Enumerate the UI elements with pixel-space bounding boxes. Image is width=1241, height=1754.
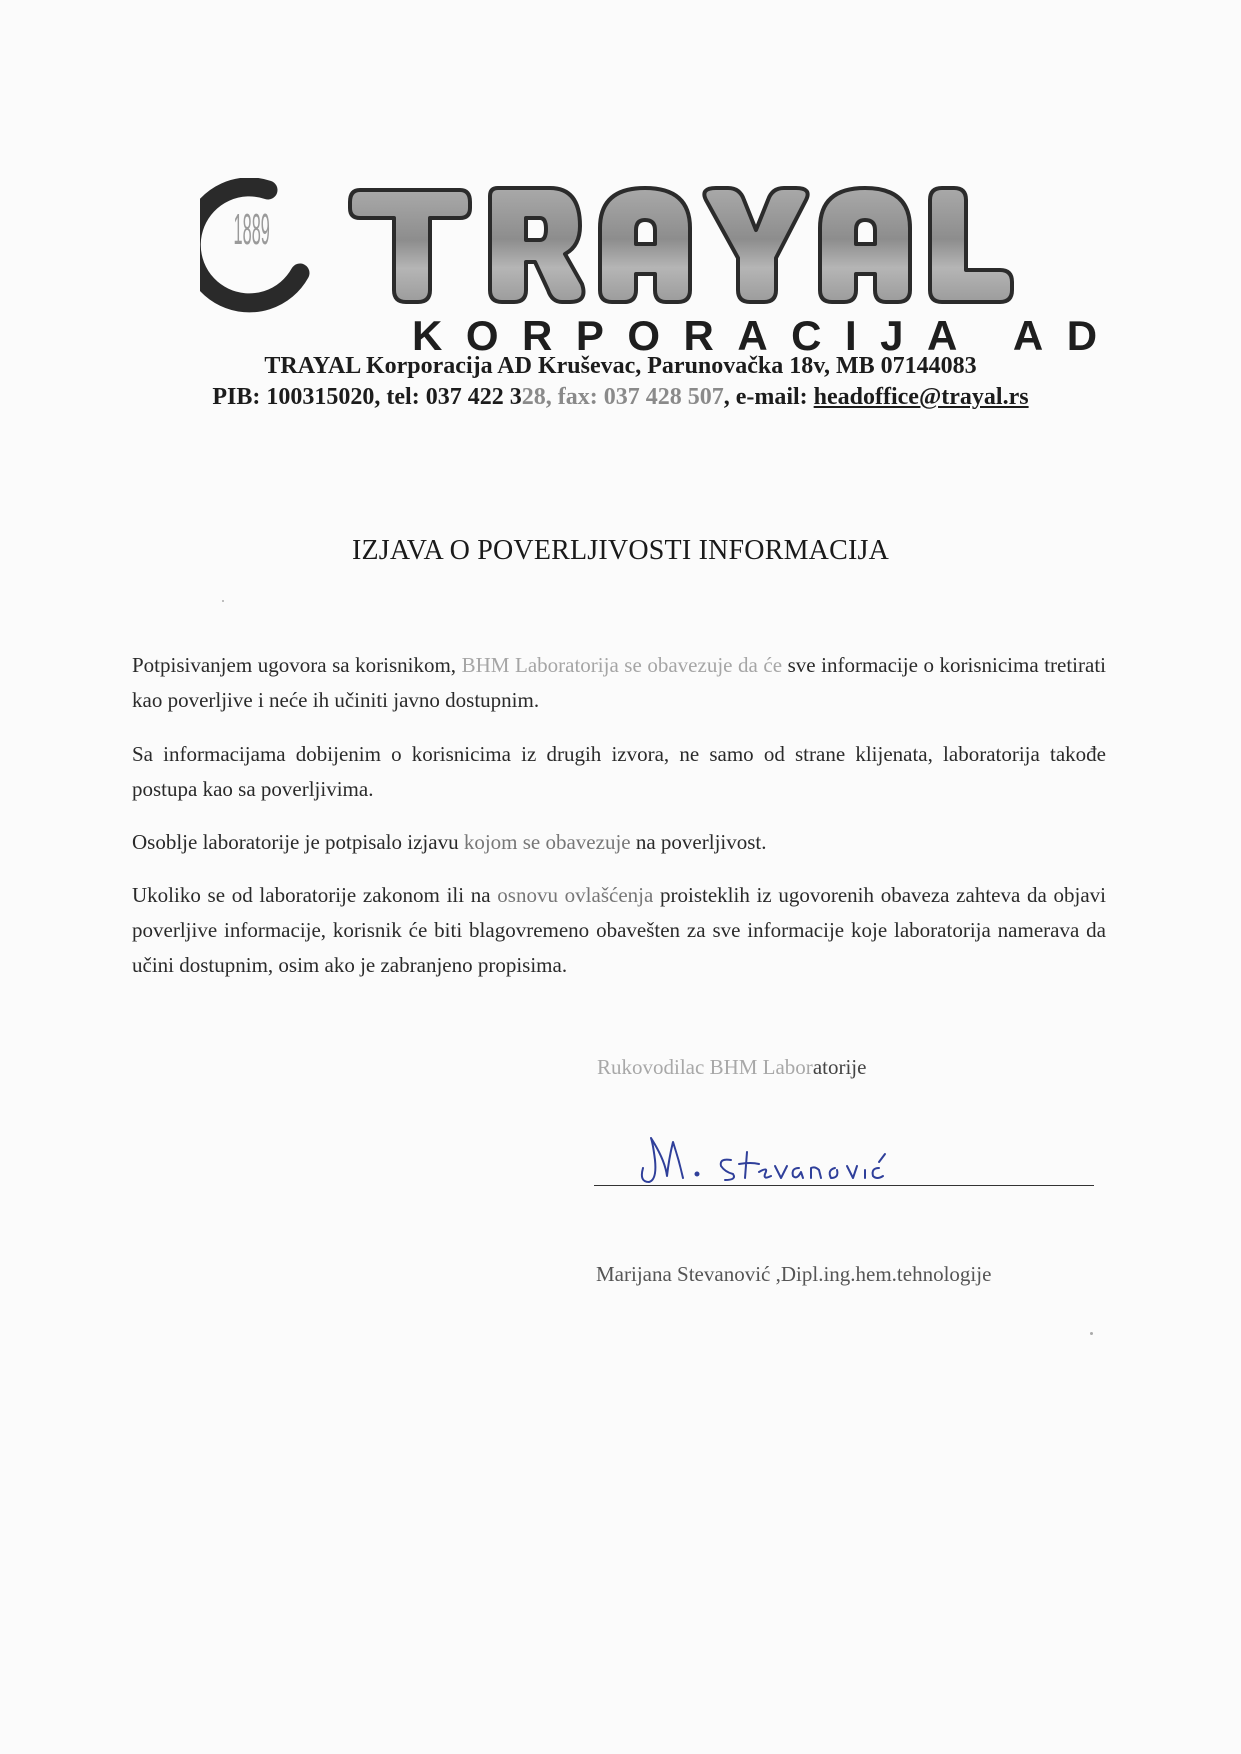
- letter-a1: [600, 188, 690, 302]
- contact-email-link[interactable]: headoffice@trayal.rs: [813, 384, 1029, 410]
- logo-subtitle: KORPORACIJA AD: [412, 312, 1121, 359]
- signatory-role: [597, 1055, 866, 1080]
- company-address: TRAYAL Korporacija AD Kruševac, Parunovačka 18v, MB 07144083: [264, 353, 977, 379]
- company-logo: [200, 178, 1040, 313]
- contact-pib-tel: PIB: 100315020, tel: 037 422 3: [212, 384, 522, 410]
- role-faint: Rukovodilac BHM Labor: [597, 1055, 813, 1079]
- logo-brand-letters: [350, 188, 1012, 302]
- contact-fax: 28, fax: 037 428 507: [521, 384, 724, 410]
- paragraph-1: [132, 648, 1106, 718]
- paragraph-3: [132, 825, 1106, 860]
- contact-email-label: , e-mail:: [723, 384, 814, 410]
- p4-text-a: Ukoliko se od laboratorije zakonom ili na: [132, 883, 498, 907]
- p3-text-a: Osoblje laboratorije je potpisalo izjavu: [132, 830, 464, 854]
- letter-t: [350, 190, 470, 302]
- p3-text-b: kojom se obavezuje: [463, 830, 631, 854]
- p1-text-a: Potpisivanjem ugovora sa korisnikom,: [132, 653, 462, 677]
- letter-r: [490, 188, 584, 302]
- letter-l: [930, 188, 1012, 302]
- p3-text-c: na poverljivost.: [630, 830, 767, 854]
- signer-name: Marijana Stevanović ,Dipl.ing.hem.tehnologije: [596, 1262, 992, 1286]
- p1-text-c: sve informacije o korisnicima tretirati kao poverljive i neće ih učiniti javno dostupnim.: [132, 653, 1106, 712]
- p4-text-b: osnovu ovlašćenja: [497, 883, 654, 907]
- paragraph-2: Sa informacijama dobijenim o korisnicima iz drugih izvora, ne samo od strane klijenata, laboratorija takođe postupa kao sa poverljivima.: [132, 742, 1106, 801]
- logo-year: 1889: [233, 204, 270, 254]
- scan-speck: [1090, 1332, 1093, 1335]
- letter-a2: [820, 188, 910, 302]
- company-contact: [0, 384, 1241, 411]
- paragraph-4: [132, 878, 1106, 983]
- role-dark: atorije: [812, 1055, 867, 1079]
- p4-text-c: proisteklih iz ugovorenih obaveza zahteva da objavi poverljive informacije, korisnik će biti blagovremeno obavešten za sve informacije koje laboratorija namerava da učini dostupnim, osim ako je zabranjeno propisima.: [132, 883, 1107, 977]
- document-title: IZJAVA O POVERLJIVOSTI INFORMACIJA: [351, 535, 890, 566]
- handwritten-signature: [635, 1130, 935, 1190]
- signature-line: [594, 1185, 1094, 1186]
- p1-text-b: BHM Laboratorija se obavezuje da će: [461, 653, 783, 677]
- scan-speck: [222, 600, 224, 602]
- letter-y: [704, 188, 807, 302]
